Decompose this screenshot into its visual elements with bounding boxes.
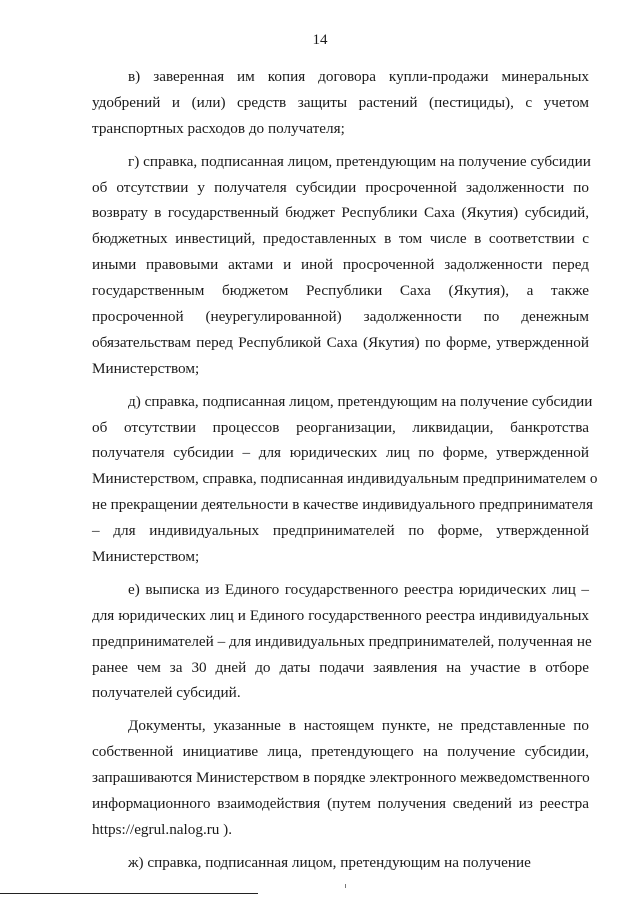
scan-artifact-mark — [345, 884, 346, 888]
text-line: государственным бюджетом Республики Саха (Якутия), а также — [92, 282, 589, 300]
text-line: не прекращении деятельности в качестве индивидуального предпринимателя — [92, 496, 593, 514]
text-line: ж) справка, подписанная лицом, претендующим на получение — [128, 853, 531, 871]
text-line: https://egrul.nalog.ru ). — [92, 820, 233, 838]
text-line: Министерством; — [92, 359, 200, 377]
text-line: возврату в государственный бюджет Республики Саха (Якутия) субсидий, — [92, 204, 589, 222]
text-line: получателей субсидий. — [92, 684, 241, 702]
text-line: просроченной (неурегулированной) задолженности по денежным — [92, 308, 589, 326]
text-line: бюджетных инвестиций, предоставленных в том числе в соответствии с — [92, 230, 589, 248]
text-line: г) справка, подписанная лицом, претендующим на получение субсидии — [128, 152, 591, 170]
text-line: получателя субсидии – для юридических лиц по форме, утвержденной — [92, 444, 589, 462]
paragraph — [92, 713, 589, 842]
page-number: 14 — [312, 32, 328, 48]
text-line: запрашиваются Министерством в порядке электронного межведомственного — [92, 769, 590, 787]
text-line: об отсутствии у получателя субсидии просроченной задолженности по — [92, 178, 589, 196]
text-line: обязательствам перед Республикой Саха (Якутия) по форме, утвержденной — [92, 333, 589, 351]
paragraph — [92, 389, 598, 570]
text-line: д) справка, подписанная лицом, претендующим на получение субсидии — [128, 392, 593, 410]
text-line: собственной инициативе лица, претендующего на получение субсидии, — [92, 743, 589, 761]
text-line: Министерством; — [92, 548, 200, 566]
text-line: Документы, указанные в настоящем пункте, не представленные по — [128, 717, 589, 735]
text-line: ранее чем за 30 дней до даты подачи заявления на участие в отборе — [92, 658, 589, 676]
document-body — [92, 64, 598, 883]
paragraph — [92, 577, 592, 706]
text-line: – для индивидуальных предпринимателей по форме, утвержденной — [92, 522, 589, 540]
footer-rule — [0, 893, 258, 894]
text-line: информационного взаимодействия (путем получения сведений из реестра — [92, 795, 589, 813]
paragraph — [92, 850, 589, 876]
text-line: транспортных расходов до получателя; — [92, 119, 345, 137]
paragraph — [92, 149, 589, 382]
paragraph — [92, 64, 589, 142]
text-line: иными правовыми актами и иной просроченной задолженности перед — [92, 256, 589, 274]
text-line: е) выписка из Единого государственного реестра юридических лиц – — [128, 580, 589, 598]
text-line: для юридических лиц и Единого государственного реестра индивидуальных — [92, 606, 589, 624]
text-line: в) заверенная им копия договора купли-продажи минеральных — [128, 68, 589, 85]
text-line: предпринимателей – для индивидуальных предпринимателей, полученная не — [92, 632, 592, 650]
text-line: Министерством, справка, подписанная индивидуальным предпринимателем о — [92, 470, 598, 488]
text-line: удобрений и (или) средств защиты растений (пестициды), с учетом — [92, 93, 589, 111]
text-line: об отсутствии процессов реорганизации, ликвидации, банкротства — [92, 418, 589, 436]
